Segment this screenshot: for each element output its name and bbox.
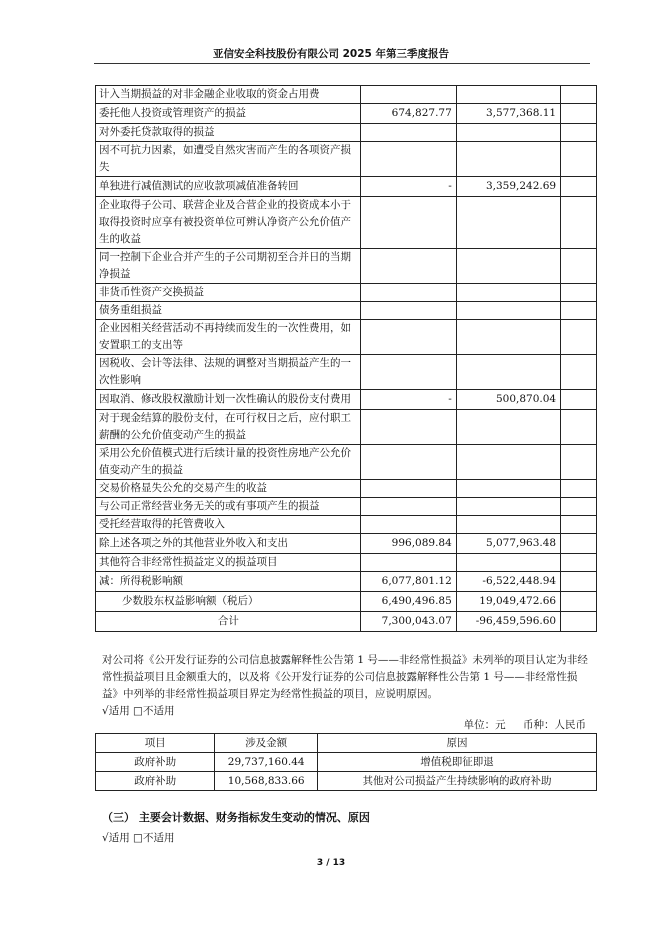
item-label: 除上述各项之外的其他营业外收入和支出 xyxy=(96,534,361,554)
ytd-amount xyxy=(456,86,560,104)
ytd-amount: 3,359,242.69 xyxy=(456,177,560,197)
current-period-amount xyxy=(360,498,456,516)
table-row xyxy=(96,753,597,772)
header-amount: 涉及金额 xyxy=(215,734,318,753)
table-row xyxy=(96,592,597,612)
item-note xyxy=(561,104,597,124)
item-label: 与公司正常经营业务无关的或有事项产生的损益 xyxy=(96,498,361,516)
item-note xyxy=(561,86,597,104)
current-period-amount xyxy=(360,445,456,480)
note-applicable-checkbox[interactable]: √适用 □不适用 xyxy=(102,705,175,717)
ytd-amount xyxy=(456,320,560,355)
ytd-amount xyxy=(456,355,560,390)
item-note xyxy=(561,534,597,554)
ytd-amount xyxy=(456,302,560,320)
item-label: 非货币性资产交换损益 xyxy=(96,284,361,302)
table-row xyxy=(96,197,597,249)
subsidy-amount: 29,737,160.44 xyxy=(215,753,318,772)
table-header-row xyxy=(96,734,597,753)
table-row xyxy=(96,498,597,516)
table-row xyxy=(96,445,597,480)
item-note xyxy=(561,302,597,320)
ytd-amount: 5,077,963.48 xyxy=(456,534,560,554)
item-label: 对于现金结算的股份支付，在可行权日之后，应付职工薪酬的公允价值变动产生的损益 xyxy=(96,410,361,445)
current-period-amount xyxy=(360,516,456,534)
item-label: 受托经营取得的托管费收入 xyxy=(96,516,361,534)
item-label: 对外委托贷款取得的损益 xyxy=(96,124,361,142)
current-period-amount: 996,089.84 xyxy=(360,534,456,554)
header-item: 项目 xyxy=(96,734,215,753)
table-row xyxy=(96,320,597,355)
subsidy-item: 政府补助 xyxy=(96,772,215,791)
item-note xyxy=(561,142,597,177)
current-period-amount xyxy=(360,86,456,104)
ytd-amount xyxy=(456,554,560,572)
item-label: 交易价格显失公允的交易产生的收益 xyxy=(96,480,361,498)
item-note xyxy=(561,177,597,197)
item-label: 合计 xyxy=(96,612,361,632)
report-header-title: 亚信安全科技股份有限公司 2025 年第三季度报告 xyxy=(212,48,450,60)
table-row xyxy=(96,554,597,572)
table-row xyxy=(96,142,597,177)
item-label: 少数股东权益影响额（税后） xyxy=(96,592,361,612)
current-period-amount: 6,077,801.12 xyxy=(360,572,456,592)
subsidy-item: 政府补助 xyxy=(96,753,215,772)
ytd-amount xyxy=(456,284,560,302)
item-note xyxy=(561,284,597,302)
current-period-amount xyxy=(360,249,456,284)
item-label: 因不可抗力因素，如遭受自然灾害而产生的各项资产损失 xyxy=(96,142,361,177)
item-label: 同一控制下企业合并产生的子公司期初至合并日的当期净损益 xyxy=(96,249,361,284)
ytd-amount xyxy=(456,197,560,249)
item-note xyxy=(561,445,597,480)
current-period-amount: - xyxy=(360,390,456,410)
item-label: 采用公允价值模式进行后续计量的投资性房地产公允价值变动产生的损益 xyxy=(96,445,361,480)
table-row xyxy=(96,86,597,104)
ytd-amount xyxy=(456,445,560,480)
ytd-amount: -6,522,448.94 xyxy=(456,572,560,592)
ytd-amount xyxy=(456,410,560,445)
disclosure-note: 对公司将《公开发行证券的公司信息披露解释性公告第 1 号——非经常性损益》未列举的项目认定为非经常性损益项目且金额重大的，以及将《公开发行证券的公司信息披露解释性公告第 1 号——非经常性损益》中列举的非经常性损益项目界定为经常性损益的项目，应说明原因。 xyxy=(102,654,588,700)
current-period-amount: 674,827.77 xyxy=(360,104,456,124)
item-label: 减：所得税影响额 xyxy=(96,572,361,592)
item-label: 因取消、修改股权激励计划一次性确认的股份支付费用 xyxy=(96,390,361,410)
item-note xyxy=(561,516,597,534)
item-note xyxy=(561,249,597,284)
current-period-amount xyxy=(360,302,456,320)
table-row xyxy=(96,572,597,592)
table-row xyxy=(96,284,597,302)
item-note xyxy=(561,498,597,516)
current-period-amount xyxy=(360,197,456,249)
item-label: 其他符合非经常性损益定义的损益项目 xyxy=(96,554,361,572)
item-label: 企业取得子公司、联营企业及合营企业的投资成本小于取得投资时应享有被投资单位可辨认净资产公允价值产生的收益 xyxy=(96,197,361,249)
item-note xyxy=(561,572,597,592)
current-period-amount xyxy=(360,142,456,177)
section-applicable-checkbox[interactable]: √适用 □不适用 xyxy=(102,832,175,844)
unit-line xyxy=(450,717,586,734)
government-subsidy-table xyxy=(95,733,597,791)
current-period-amount xyxy=(360,480,456,498)
table-row xyxy=(96,534,597,554)
header-reason: 原因 xyxy=(318,734,597,753)
ytd-amount xyxy=(456,249,560,284)
non-recurring-items-table xyxy=(95,85,597,632)
ytd-amount xyxy=(456,142,560,177)
ytd-amount: 3,577,368.11 xyxy=(456,104,560,124)
header-divider xyxy=(94,63,590,64)
ytd-amount xyxy=(456,480,560,498)
item-note xyxy=(561,320,597,355)
table-row xyxy=(96,772,597,791)
page-number: 3 / 13 xyxy=(316,858,346,868)
subsidy-reason: 其他对公司损益产生持续影响的政府补助 xyxy=(318,772,597,791)
item-note xyxy=(561,390,597,410)
table-row xyxy=(96,124,597,142)
table-row xyxy=(96,104,597,124)
item-label: 因税收、会计等法律、法规的调整对当期损益产生的一次性影响 xyxy=(96,355,361,390)
item-note xyxy=(561,410,597,445)
ytd-amount xyxy=(456,124,560,142)
table-row xyxy=(96,410,597,445)
item-note xyxy=(561,612,597,632)
table-row xyxy=(96,177,597,197)
table-row xyxy=(96,355,597,390)
ytd-amount xyxy=(456,516,560,534)
table-row xyxy=(96,302,597,320)
section-title: （三） 主要会计数据、财务指标发生变动的情况、原因 xyxy=(102,811,370,824)
subsidy-reason: 增值税即征即退 xyxy=(318,753,597,772)
item-label: 委托他人投资或管理资产的损益 xyxy=(96,104,361,124)
item-note xyxy=(561,197,597,249)
current-period-amount xyxy=(360,410,456,445)
item-label: 企业因相关经营活动不再持续而发生的一次性费用，如安置职工的支出等 xyxy=(96,320,361,355)
current-period-amount: - xyxy=(360,177,456,197)
table-row xyxy=(96,612,597,632)
ytd-amount: 500,870.04 xyxy=(456,390,560,410)
subsidy-amount: 10,568,833.66 xyxy=(215,772,318,791)
current-period-amount xyxy=(360,284,456,302)
ytd-amount: 19,049,472.66 xyxy=(456,592,560,612)
currency-label: 币种：人民币 xyxy=(523,719,586,731)
item-note xyxy=(561,592,597,612)
item-label: 计入当期损益的对非金融企业收取的资金占用费 xyxy=(96,86,361,104)
item-label: 单独进行减值测试的应收款项减值准备转回 xyxy=(96,177,361,197)
item-label: 债务重组损益 xyxy=(96,302,361,320)
current-period-amount xyxy=(360,320,456,355)
item-note xyxy=(561,124,597,142)
item-note xyxy=(561,355,597,390)
current-period-amount xyxy=(360,124,456,142)
item-note xyxy=(561,554,597,572)
table-row xyxy=(96,390,597,410)
ytd-amount xyxy=(456,498,560,516)
item-note xyxy=(561,480,597,498)
current-period-amount: 7,300,043.07 xyxy=(360,612,456,632)
unit-label: 单位：元 xyxy=(463,719,506,731)
current-period-amount: 6,490,496.85 xyxy=(360,592,456,612)
table-row xyxy=(96,516,597,534)
current-period-amount xyxy=(360,355,456,390)
table-row xyxy=(96,480,597,498)
ytd-amount: -96,459,596.60 xyxy=(456,612,560,632)
table-row xyxy=(96,249,597,284)
current-period-amount xyxy=(360,554,456,572)
